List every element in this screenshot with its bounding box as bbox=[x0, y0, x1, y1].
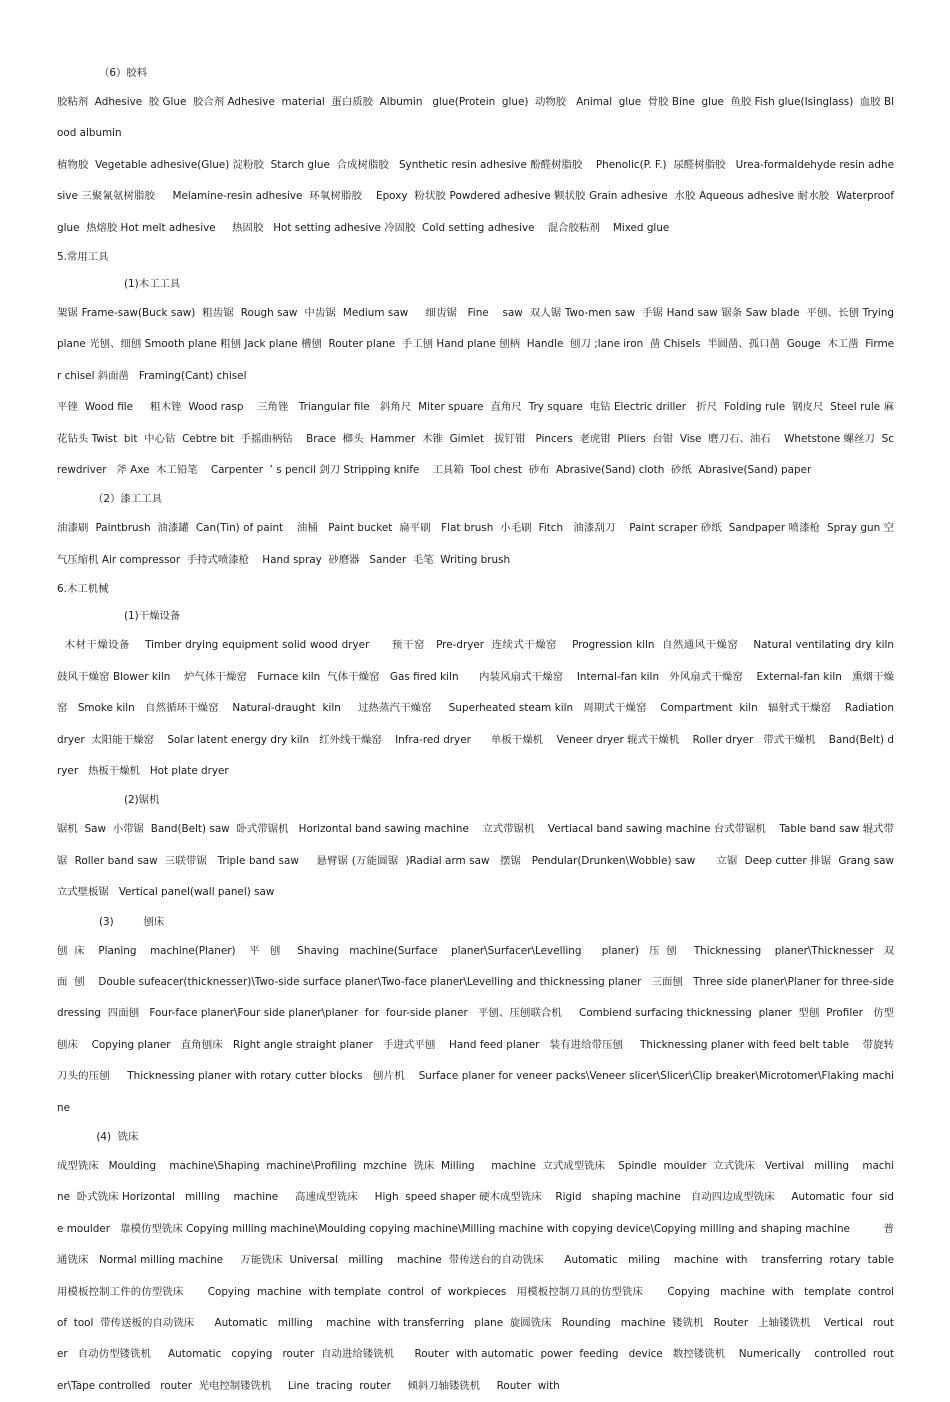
paragraph-glue-synthetic: 植物胶 Vegetable adhesive(Glue) 淀粉胶 Starch glue 合成树脂胶 Synthetic resin adhesive 酚醛树脂胶 Phenolic(P. F.) 尿醛树脂胶 Urea-formaldehyde resin adhesive 三聚氰氨树脂胶 Melamine-resin adhesive 环氧树脂胶 Epoxy 粉状胶 Powdered adhesive 颗状胶 Grain adhesive 水胶 Aqueous adhesive 耐水胶 Waterproof glue 热熔胶 Hot melt adhesive 热固胶 Hot setting adhesive 冷固胶 Cold setting adhesive 混合胶粘剂 Mixed glue bbox=[57, 158, 908, 234]
subsection-heading-planers: (3) 刨床 bbox=[99, 915, 165, 928]
subsection-heading-painting-tools: （2）漆工工具 bbox=[93, 493, 162, 506]
subsection-heading-milling: (4) 铣床 bbox=[93, 1130, 139, 1143]
paragraph-files-tools: 平锉 Wood file 粗木锉 Wood rasp 三角锉 Triangular file 斜角尺 Miter spuare 直角尺 Try square 电钻 Electric driller 折尺 Folding rule 钢皮尺 Steel rule 麻花钻头 Twist bit 中心钻 Cebtre bit 手摇曲柄钻 Brace 榔头 Hammer 木锥 Gimlet 拔钉钳 Pincers 老虎钳 Pliers 台钳 Vise 磨刀石、油石 Whetstone 螺丝刀 Screwdriver 斧 Axe 木工铅笔 Carpenter ’ s pencil 剑刀 Stripping knife 工具箱 Tool chest 砂布 Abrasive(Sand) cloth 砂纸 Abrasive(Sand) paper bbox=[57, 401, 894, 477]
subsection-heading-woodworking-tools: (1)木工工具 bbox=[124, 278, 181, 291]
subsection-heading-drying-equipment: (1)干燥设备 bbox=[124, 610, 181, 623]
paragraph-planers: 刨 床 Planing machine(Planer) 平 刨 Shaving machine(Surface planer\Surfacer\Levelling planer) 压 刨 Thicknessing planer\Thicknesser 双 面 刨 Double sufeacer(thicknesser)\Two-side surface planer\Two-face planer\Levelling and thicknessing planer 三面刨 Three side planer\Planer for three-side dressing 四面刨 Four-face planer\Four side planer\planer for four-side planer 平刨、压刨联合机 Combiend surfacing thicknessing planer 型刨 Profiler 仿型刨床 Copying planer 直角刨床 Right angle straight planer 手进式平刨 Hand feed planer 装有进给带压刨 Thicknessing planer with feed belt table 带旋转刀头的压刨 Thicknessing planer with rotary cutter blocks 刨片机 Surface planer for veneer packs\Veneer slicer\Slicer\Clip breaker\Microtomer\Flaking machine bbox=[57, 944, 901, 1114]
paragraph-saw-machines: 锯机 Saw 小带锯 Band(Belt) saw 卧式带锯机 Horizontal band sawing machine 立式带锯机 Vertiacal band sawing machine 台式带锯机 Table band saw 辊式带锯 Roller band saw 三联带锯 Triple band saw 悬臂锯 (万能圆锯 )Radial arm saw 摆锯 Pendular(Drunken\Wobble) saw 立锯 Deep cutter 排锯 Grang saw 立式壁板锯 Vertical panel(wall panel) saw bbox=[57, 823, 901, 899]
paragraph-painting-tools: 油漆刷 Paintbrush 油漆罐 Can(Tin) of paint 油桶 Paint bucket 扁平刷 Flat brush 小毛刷 Fitch 油漆刮刀 Paint scraper 砂纸 Sandpaper 喷漆枪 Spray gun 空气压缩机 Air compressor 手持式喷漆枪 Hand spray 砂磨器 Sander 毛笔 Writing brush bbox=[57, 522, 894, 566]
section-heading-woodworking-machinery: 6.木工机械 bbox=[57, 583, 109, 596]
paragraph-milling: 成型铣床 Moulding machine\Shaping machine\Profiling mzchine 铣床 Milling machine 立式成型铣床 Spindle moulder 立式铣床 Vertival milling machine 卧式铣床 Horizontal milling machine 高速成型铣床 High speed shaper 硬木成型铣床 Rigid shaping machine 自动四边成型铣床 Automatic four side moulder 靠模仿型铣床 Copying milling machine\Moulding copying machine\Milling machine with copying device\Copying milling and shaping machine 普通铣床 Normal milling machine 万能铣床 Universal milling machine 带传送台的自动铣床 Automatic miling machine with transferring rotary table 用模板控制工件的仿型铣床 Copying machine with template control of workpieces 用模板控制刀具的仿型铣床 Copying machine with template control of tool 带传送板的自动铣床 Automatic milling machine with transferring plane 旋圆铣床 Rounding machine 镂铣机 Router 上轴镂铣机 Vertical router 自动仿型镂铣机 Automatic copying router 自动进给镂铣机 Router with automatic power feeding device 数控镂铣机 Numerically controlled router\Tape controlled router 光电控制镂铣机 Line tracing router 倾斜刀轴镂铣机 Router with bbox=[57, 1159, 904, 1392]
paragraph-glue-types: 胶粘剂 Adhesive 胶 Glue 胶合剂 Adhesive material 蛋白质胶 Albumin glue(Protein glue) 动物胶 Animal glue 骨胶 Bine glue 鱼胶 Fish glue(Isinglass) 血胶 Blood albumin bbox=[57, 96, 894, 140]
section-heading-common-tools: 5.常用工具 bbox=[57, 251, 109, 264]
paragraph-drying-equipment: 木材干燥设备 Timber drying equipment solid wood dryer 预干窑 Pre-dryer 连续式干燥窑 Progression kiln 自然通风干燥窑 Natural ventilating dry kiln 鼓风干燥窑 Blower kiln 炉气体干燥窑 Furnace kiln 气体干燥窑 Gas fired kiln 内装风扇式干燥窑 Internal-fan kiln 外风扇式干燥窑 External-fan kiln 熏烟干燥窑 Smoke kiln 自然循环干燥窑 Natural-draught kiln 过热蒸汽干燥窑 Superheated steam kiln 周期式干燥窑 Compartment kiln 辐射式干燥窑 Radiation dryer 太阳能干燥窑 Solar latent energy dry kiln 红外线干燥窑 Infra-red dryer 单板干燥机 Veneer dryer 辊式干燥机 Roller dryer 带式干燥机 Band(Belt) dryer 热板干燥机 Hot plate dryer bbox=[57, 639, 914, 777]
subsection-heading-saw-machines: (2)锯机 bbox=[124, 794, 160, 807]
section-heading-glue: （6）胶料 bbox=[99, 67, 148, 79]
paragraph-saws-planes: 架锯 Frame-saw(Buck saw) 粗齿锯 Rough saw 中齿锯 Medium saw 细齿锯 Fine saw 双人锯 Two-men saw 手锯 Hand saw 锯条 Saw blade 平刨、长刨 Trying plane 光刨、细刨 Smooth plane 粗刨 Jack plane 槽刨 Router plane 手工刨 Hand plane 刨柄 Handle 刨刀 ;lane iron 凿 Chisels 半圆凿、孤口凿 Gouge 木工凿 Firmer chisel 斜面凿 Framing(Cant) chisel bbox=[57, 307, 898, 382]
